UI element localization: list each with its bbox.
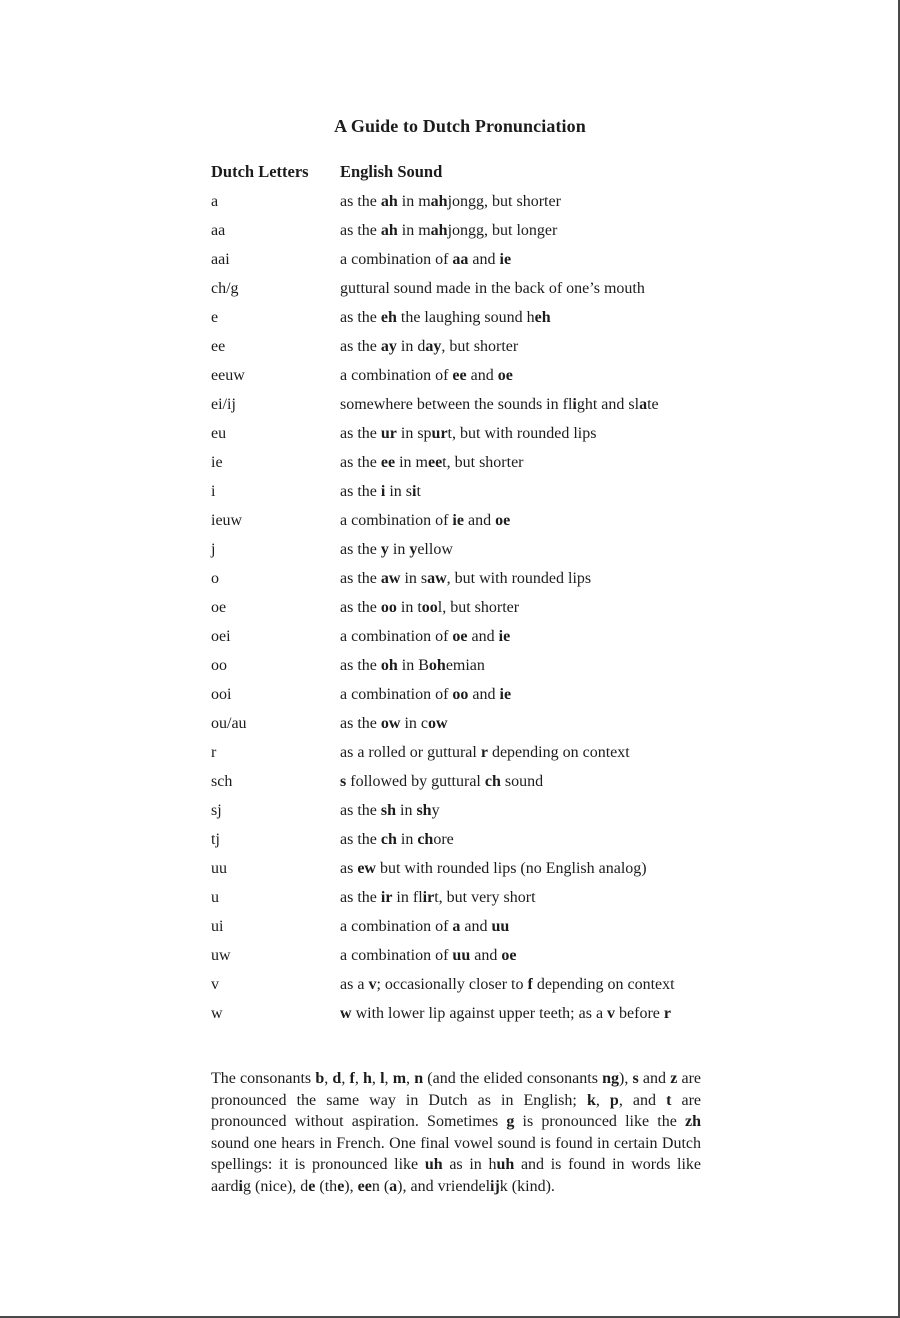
dutch-letters-cell: w [211, 1005, 223, 1022]
dutch-letters-cell: aa [211, 222, 226, 239]
english-sound-cell: w with lower lip against upper teeth; as a v before r [340, 1005, 672, 1022]
dutch-letters-cell: ch/g [211, 280, 239, 297]
english-sound-cell: as ew but with rounded lips (no English analog) [340, 860, 647, 877]
table-row [211, 887, 731, 916]
english-sound-cell: as a v; occasionally closer to f depending on context [340, 976, 675, 993]
table-row [211, 626, 731, 655]
dutch-letters-cell: tj [211, 831, 220, 848]
table-row [211, 452, 731, 481]
dutch-letters-cell: o [211, 570, 219, 587]
consonants-note: The consonants b, d, f, h, l, m, n (and the elided consonants ng), s and z are pronounced the same way in Dutch as in English; k, p, and t are pronounced without aspiration. Sometimes g is pronounced like the zh sound one hears in French. One final vowel sound is found in certain Dutch spellings: it is pronounced like uh as in huh and is found in words like aardig (nice), de (the), een (a), and vriendelijk (kind). [211, 1070, 702, 1195]
table-row [211, 365, 731, 394]
dutch-letters-cell: oe [211, 599, 227, 616]
english-sound-cell: as the oo in tool, but shorter [340, 599, 520, 616]
table-row [211, 945, 731, 974]
dutch-letters-cell: ieuw [211, 512, 243, 529]
dutch-letters-cell: eu [211, 425, 227, 442]
table-row [211, 336, 731, 365]
english-sound-cell: as the ow in cow [340, 715, 448, 732]
dutch-letters-cell: i [211, 483, 216, 500]
table-row [211, 539, 731, 568]
table-row [211, 829, 731, 858]
dutch-letters-cell: e [211, 309, 219, 326]
table-row [211, 974, 731, 1003]
table-row [211, 800, 731, 829]
dutch-letters-cell: ou/au [211, 715, 247, 732]
english-sound-cell: as the ee in meet, but shorter [340, 454, 524, 471]
table-row [211, 423, 731, 452]
english-sound-cell: a combination of a and uu [340, 918, 510, 935]
dutch-letters-cell: ooi [211, 686, 232, 703]
english-sound-cell: as the ur in spurt, but with rounded lips [340, 425, 597, 442]
english-sound-cell: as the ah in mahjongg, but longer [340, 222, 558, 239]
dutch-letters-cell: aai [211, 251, 230, 268]
table-row [211, 858, 731, 887]
table-row [211, 684, 731, 713]
english-sound-cell: as the eh the laughing sound heh [340, 309, 551, 326]
table-row [211, 278, 731, 307]
table-row [211, 713, 731, 742]
english-sound-cell: somewhere between the sounds in flight and slate [340, 396, 659, 413]
english-sound-cell: as a rolled or guttural r depending on context [340, 744, 630, 761]
table-row [211, 568, 731, 597]
english-sound-cell: as the ay in day, but shorter [340, 338, 519, 355]
english-sound-cell: a combination of ee and oe [340, 367, 513, 384]
dutch-letters-cell: oo [211, 657, 227, 674]
header-dutch-letters: Dutch Letters [211, 162, 309, 181]
dutch-letters-cell: v [211, 976, 219, 993]
english-sound-cell: guttural sound made in the back of one’s mouth [340, 280, 645, 297]
table-row [211, 916, 731, 945]
dutch-letters-cell: ee [211, 338, 226, 355]
english-sound-cell: as the ir in flirt, but very short [340, 889, 536, 906]
english-sound-cell: s followed by guttural ch sound [340, 773, 544, 790]
english-sound-cell: a combination of uu and oe [340, 947, 517, 964]
table-row [211, 597, 731, 626]
table-row [211, 191, 731, 220]
dutch-letters-cell: u [211, 889, 219, 906]
dutch-letters-cell: a [211, 193, 219, 210]
english-sound-cell: a combination of aa and ie [340, 251, 512, 268]
dutch-letters-cell: ei/ij [211, 396, 236, 413]
english-sound-cell: a combination of oo and ie [340, 686, 512, 703]
table-row [211, 249, 731, 278]
dutch-letters-cell: eeuw [211, 367, 245, 384]
table-row [211, 307, 731, 336]
dutch-letters-cell: uu [211, 860, 227, 877]
dutch-letters-cell: sj [211, 802, 222, 819]
header-english-sound: English Sound [340, 162, 443, 181]
english-sound-cell: a combination of ie and oe [340, 512, 511, 529]
page-title: A Guide to Dutch Pronunciation [334, 116, 586, 136]
table-row [211, 1003, 731, 1032]
dutch-letters-cell: oei [211, 628, 231, 645]
dutch-letters-cell: ie [211, 454, 223, 471]
table-row [211, 510, 731, 539]
table-row [211, 394, 731, 423]
english-sound-cell: as the y in yellow [340, 541, 453, 558]
english-sound-cell: as the i in sit [340, 483, 421, 500]
pronunciation-table [211, 191, 731, 1032]
dutch-letters-cell: uw [211, 947, 231, 964]
dutch-letters-cell: ui [211, 918, 224, 935]
english-sound-cell: as the aw in saw, but with rounded lips [340, 570, 592, 587]
dutch-letters-cell: j [211, 541, 216, 558]
english-sound-cell: as the oh in Bohemian [340, 657, 485, 674]
english-sound-cell: as the ah in mahjongg, but shorter [340, 193, 561, 210]
dutch-letters-cell: sch [211, 773, 233, 790]
table-row [211, 655, 731, 684]
table-row [211, 742, 731, 771]
table-row [211, 481, 731, 510]
english-sound-cell: as the sh in shy [340, 802, 440, 819]
table-row [211, 771, 731, 800]
dutch-letters-cell: r [211, 744, 217, 761]
english-sound-cell: as the ch in chore [340, 831, 454, 848]
table-row [211, 220, 731, 249]
english-sound-cell: a combination of oe and ie [340, 628, 511, 645]
